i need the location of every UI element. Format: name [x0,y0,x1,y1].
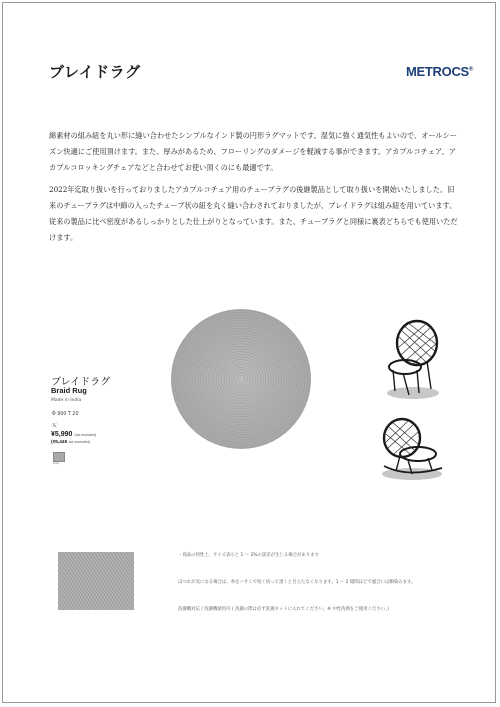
note-fraying: ほつれが気になる場合は、糸をハサミで短く切って頂くと目立たなくなります。1 〜 2 週間ほどで風合いは馴染みます。 [178,580,416,585]
price-tax-ex-note: tax-excluded) [68,440,91,444]
brand-logo [406,64,473,79]
product-description [49,128,459,252]
registered-mark: ® [468,66,474,73]
page-title: ブレイドラグ [49,63,141,81]
acapulco-chair-photo [383,315,443,405]
acapulco-rocking-chair-photo [378,416,446,482]
product-name-en: Braid Rug [51,386,87,395]
color-swatch [53,452,65,462]
note-washing: 洗濯機対応 / 洗濯機使用可 ( 洗濯の際は必ず洗濯ネットに入れてください。※ 中性洗剤をご使用ください。) [178,607,389,612]
rug-photo [170,308,312,450]
product-size: Φ 900 T 20 [52,412,79,417]
catalog-page [2,2,496,703]
price-tax-included [51,431,96,438]
swatch-label: Gray [53,462,60,465]
description-paragraph-1: 綿素材の組み紐を丸い形に縫い合わせたシンプルなインド製の円形ラグマットです。湿気に強く通気性もよいので、オールシーズン快適にご使用頂けます。また、厚みがあるため、フローリングのダメージを軽減する事ができます。アカプルコチェア、アカプルコロッキングチェアなどと合わせてお使い頂くのにも最適です。 [49,131,457,172]
price-ex-value: (¥5,445 [51,440,68,445]
description-paragraph-2: 2022年迄取り扱いを行っておりましたアカプルコチェア用のチューブラグの後継製品として取り扱いを開始いたしました。旧来のチューブラグは中綿の入ったチューブ状の紐を丸く縫い合わされておりましたが、ブレイドラグは組み紐を用いています。従来の製品に比べ密度があるしっかりとした仕上がりとなっています。また、チューブラグと同様に裏表どちらでも使用いただけます。 [49,185,458,242]
note-size-tolerance: ・商品の特性上、サイズ表示と 1 〜 2%の誤差が生じる場合があります [178,553,319,558]
price-value: ¥5,990 [51,431,73,438]
product-name-ja: ブレイドラグ [51,377,111,388]
brand-name: METROCS [406,64,469,79]
made-in: Made in India [51,398,82,403]
product-color: 灰 [52,424,57,429]
rug-texture-closeup [58,552,134,610]
price-tax-excluded [51,440,90,445]
price-tax-in-note: (tax-included) [74,433,97,437]
